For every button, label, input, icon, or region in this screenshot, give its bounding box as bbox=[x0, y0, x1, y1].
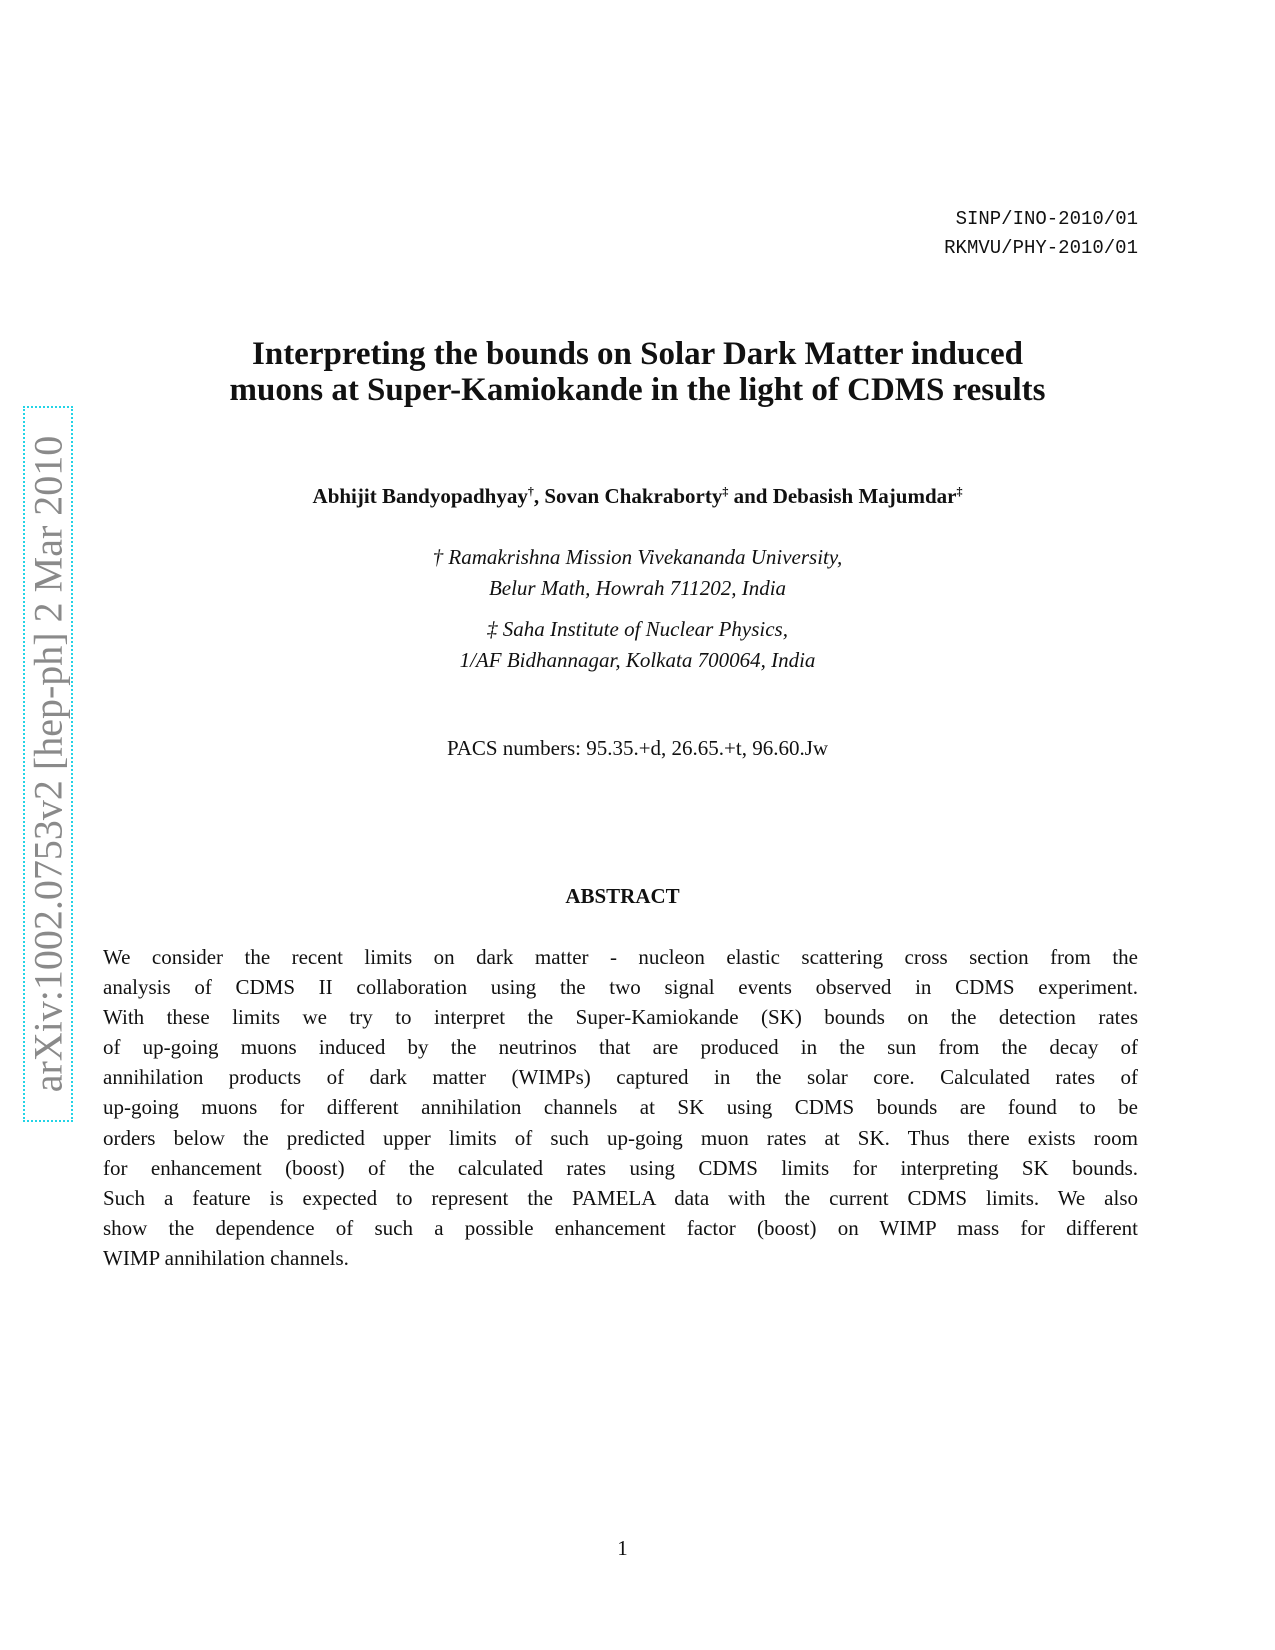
affiliation-line: † Ramakrishna Mission Vivekananda University, bbox=[432, 545, 843, 569]
abstract-line: orders below the predicted upper limits of such up-going muon rates at SK. Thus there exists room bbox=[103, 1125, 1138, 1150]
abstract-line: We consider the recent limits on dark matter - nucleon elastic scattering cross section from the bbox=[103, 945, 1138, 969]
abstract-line: show the dependence of such a possible enhancement factor (boost) on WIMP mass for different bbox=[103, 1215, 1138, 1240]
affiliation-line: Belur Math, Howrah 711202, India bbox=[488, 576, 787, 600]
affiliation-line: ‡ Saha Institute of Nuclear Physics, bbox=[487, 617, 788, 641]
pacs-numbers: PACS numbers: 95.35.+d, 26.65.+t, 96.60.Jw bbox=[446, 736, 829, 760]
author: Abhijit Bandyopadhyay bbox=[312, 484, 528, 508]
author-list bbox=[0, 484, 1275, 509]
abstract-line: With these limits we try to interpret the Super-Kamiokande (SK) bounds on the detection rates bbox=[103, 1005, 1138, 1030]
abstract-line: for enhancement (boost) of the calculated rates using CDMS limits for interpreting SK bounds. bbox=[103, 1155, 1138, 1180]
abstract-line: up-going muons for different annihilation channels at SK using CDMS bounds are found to be bbox=[103, 1095, 1138, 1120]
abstract-heading: ABSTRACT bbox=[565, 884, 680, 908]
title-line: muons at Super-Kamiokande in the light of CDMS results bbox=[229, 372, 1046, 408]
separator: and bbox=[728, 484, 773, 508]
affiliation-2 bbox=[0, 614, 1275, 676]
affiliation-line: 1/AF Bidhannagar, Kolkata 700064, India bbox=[459, 648, 816, 672]
affiliation-mark: † bbox=[527, 484, 534, 498]
paper-title bbox=[0, 336, 1275, 408]
affiliation-mark: ‡ bbox=[956, 484, 963, 498]
arxiv-stamp[interactable] bbox=[23, 406, 73, 1122]
author: Sovan Chakraborty bbox=[544, 484, 723, 508]
abstract-line: analysis of CDMS II collaboration using the two signal events observed in CDMS experiment. bbox=[103, 975, 1138, 1000]
separator: , bbox=[533, 484, 545, 508]
abstract-line: Such a feature is expected to represent the PAMELA data with the current CDMS limits. We also bbox=[103, 1185, 1138, 1210]
abstract-line: WIMP annihilation channels. bbox=[103, 1245, 349, 1270]
affiliation-mark: ‡ bbox=[722, 484, 729, 498]
page-number: 1 bbox=[617, 1536, 628, 1560]
title-line: Interpreting the bounds on Solar Dark Matter induced bbox=[252, 336, 1023, 372]
report-number: SINP/INO-2010/01 bbox=[955, 208, 1138, 230]
author: Debasish Majumdar bbox=[772, 484, 957, 508]
report-number: RKMVU/PHY-2010/01 bbox=[944, 237, 1138, 259]
abstract-line: annihilation products of dark matter (WIMPs) captured in the solar core. Calculated rates of bbox=[103, 1065, 1138, 1090]
affiliation-1 bbox=[0, 542, 1275, 604]
abstract-text bbox=[103, 942, 1138, 1273]
abstract-line: of up-going muons induced by the neutrinos that are produced in the sun from the decay of bbox=[103, 1035, 1138, 1060]
arxiv-stamp-text: arXiv:1002.0753v2 [hep-ph] 2 Mar 2010 bbox=[25, 435, 71, 1093]
